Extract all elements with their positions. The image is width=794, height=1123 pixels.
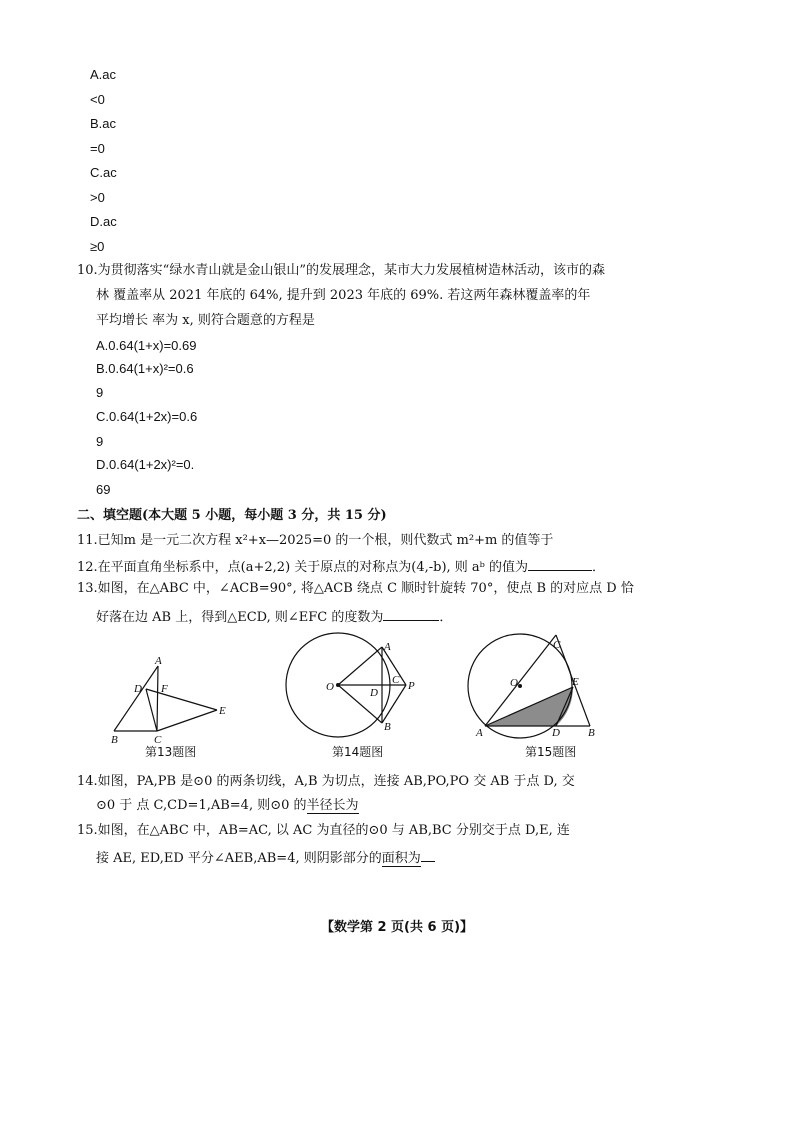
fig14-label-d: D [370,687,378,699]
fig15-label-d: D [552,727,560,739]
q15-line-1: 15.如图，在△ABC 中，AB=AC, 以 AC 为直径的⊙0 与 AB,BC 分别交于点 D,E, 连 [77,823,570,838]
q15-text: 接 AE, ED,ED 平分∠AEB,AB=4, 则阴影部分的 [96,851,382,866]
q14-line-2 [96,798,359,814]
fig14-label-c: C [392,674,400,686]
fig15-label-a: A [476,727,483,739]
q12-answer-blank [528,557,592,571]
q9-option-c-value: >0 [90,190,105,205]
fig13-segment-de [146,689,217,710]
q9-option-a-value: <0 [90,92,105,107]
q9-option-a: A.ac [90,67,117,82]
fig14-label-o: O [326,681,334,693]
fig15-label-o: O [510,677,518,689]
q13-answer-blank [383,607,439,621]
q14-answer-underline: 半径长为 [306,798,359,813]
q9-option-b: B.ac [90,116,117,131]
fig13-label-d: D [134,683,142,695]
fig13-segment-ce [157,710,217,731]
q9-option-c: C.ac [90,165,117,180]
fig13-label-f: F [161,683,168,695]
q13-end: ． [439,610,453,625]
q10-option-c-cont: 9 [96,434,104,449]
fig13-label-c: C [154,734,162,746]
fig13-segment-ba [114,666,158,731]
fig13-label-e: E [219,705,226,717]
fig15-label-e: E [572,676,579,688]
fig14-center-dot [336,683,340,687]
fig14-label-p: P [408,680,415,692]
q10-option-c: C.0.64(1+2x)=0.6 [96,409,198,424]
q15-line-2 [96,848,435,867]
fig14-segment-oa [338,647,382,685]
fig13-segment-dc [146,689,157,731]
q10-line-1: 10.为贯彻落实“绿水青山就是金山银山”的发展理念，某市大力发展植树造林活动，该市的森 [77,263,605,278]
figure-14 [280,630,420,742]
q9-option-b-value: =0 [90,141,105,156]
fig15-center-dot [518,684,522,688]
fig15-label-b: B [588,727,595,739]
figure-13-caption: 第13题图 [145,745,197,759]
q9-option-d: D.ac [90,214,117,229]
section-2-title: 二、填空题(本大题 5 小题，每小题 3 分，共 15 分) [77,508,387,523]
page-footer: 【数学第 2 页(共 6 页)】 [320,920,474,935]
q14-text: ⊙0 于 点 C,CD=1,AB=4, 则⊙0 的 [96,798,307,813]
q10-line-3: 平均增长 率为 x, 则符合题意的方程是 [96,313,315,328]
figure-14-caption: 第14题图 [332,745,384,759]
q11-text: 11.已知m 是一元二次方程 x²+x—2025=0 的一个根，则代数式 m²+m 的值等于 [77,533,554,548]
q14-line-1: 14.如图，PA,PB 是⊙0 的两条切线，A,B 为切点，连接 AB,PO,PO 交 AB 于点 D, 交 [77,774,575,789]
figure-15-caption: 第15题图 [525,745,577,759]
q12-text: 12.在平面直角坐标系中，点(a+2,2) 关于原点的对称点为(4,-b), 则 aᵇ 的值为 [77,560,529,575]
q13-line-2 [96,607,452,626]
fig13-label-a: A [155,655,162,667]
q15-answer-blank [421,848,435,862]
q15-answer-underline: 面积为 [381,851,421,866]
q10-option-d: D.0.64(1+2x)²=0. [96,457,195,472]
fig14-label-a: A [384,641,391,653]
fig15-label-c: C [553,639,561,651]
q12-end: ． [592,560,606,575]
q10-option-b: B.0.64(1+x)²=0.6 [96,361,194,376]
fig14-segment-pb [382,685,406,723]
figure-13 [105,652,245,748]
q10-option-d-cont: 69 [96,482,111,497]
q10-line-2: 林 覆盖率从 2021 年底的 64%, 提升到 2023 年底的 69%. 若这两年森林覆盖率的年 [96,288,591,303]
q13-line-1: 13.如图，在△ABC 中，∠ACB=90°, 将△ACB 绕点 C 顺时针旋转 70°，使点 B 的对应点 D 恰 [77,581,634,596]
figure-15 [460,632,610,742]
fig13-label-b: B [111,734,118,746]
q13-text: 好落在边 AB 上，得到△ECD, 则∠EFC 的度数为 [96,610,384,625]
q9-option-d-value: ≥0 [90,239,105,254]
fig13-segment-ac [157,666,158,731]
q10-option-a: A.0.64(1+x)=0.69 [96,338,197,353]
q12-line [77,557,605,576]
fig14-label-b: B [384,721,391,733]
q10-option-b-cont: 9 [96,385,104,400]
